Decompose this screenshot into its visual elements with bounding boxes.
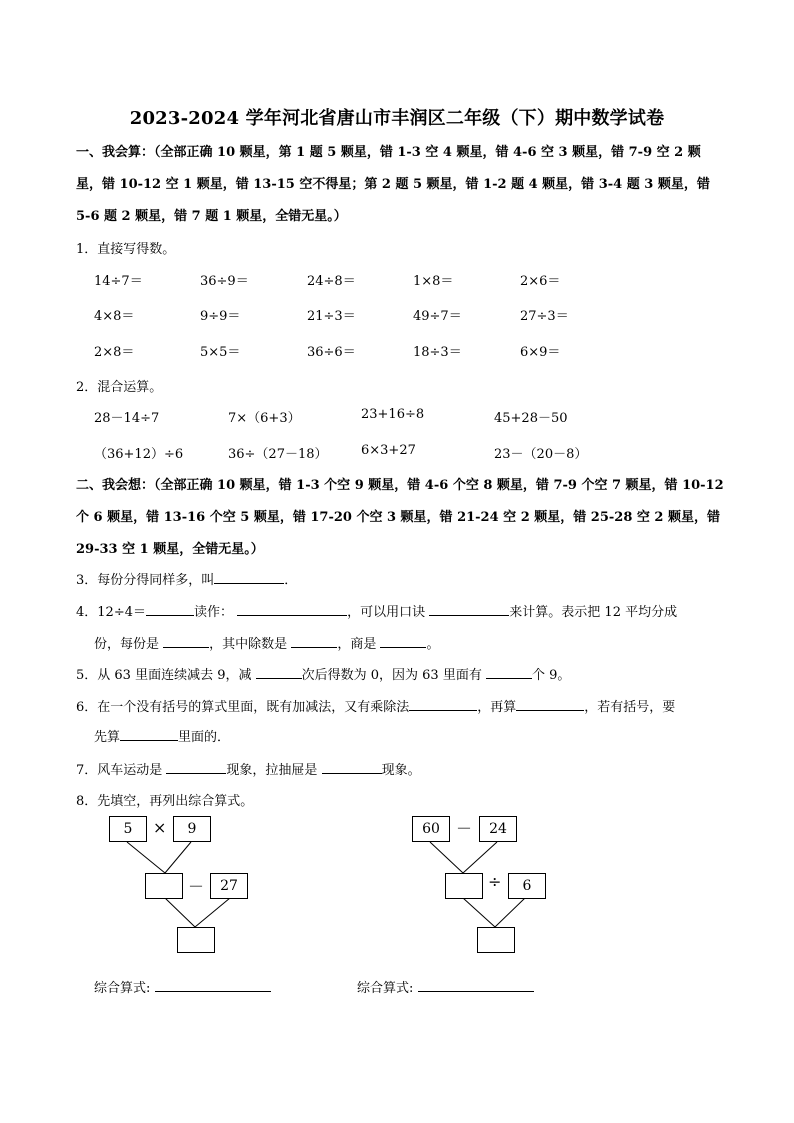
- right-divide-sign: ÷: [488, 872, 502, 891]
- q1-calc-item: 2×6＝: [520, 274, 561, 289]
- q6-text-c: ，若有括号，要: [584, 700, 676, 715]
- q4-text-b: 读作：: [193, 605, 233, 620]
- q4-text-a: 4．12÷4＝: [76, 605, 146, 620]
- left-formula-label: 综合算式:: [94, 981, 151, 996]
- q6-text-d: 先算: [94, 730, 121, 745]
- q1-calc-item: 21÷3＝: [307, 309, 356, 324]
- page-title: 2023-2024 学年河北省唐山市丰润区二年级（下）期中数学试卷: [129, 108, 665, 129]
- q1-calc-item: 24÷8＝: [307, 274, 356, 289]
- q3-end: ．: [284, 573, 298, 588]
- left-first-number-box: 5: [109, 816, 147, 842]
- q7-text-b: 现象，拉抽屉是: [226, 763, 318, 778]
- q1-label: 1．直接写得数。: [76, 242, 176, 257]
- right-final-box[interactable]: [477, 927, 515, 953]
- q1-calc-item: 2×8＝: [94, 345, 135, 360]
- right-formula-line: [357, 977, 534, 996]
- q1-calc-item: 49÷7＝: [413, 309, 462, 324]
- q2-calc-item: 7×（6+3）: [228, 411, 301, 426]
- section-2-heading: 二、我会想：（全部正确 10 颗星，错 1-3 个空 9 颗星，错 4-6 个空 8 颗星，错 7-9 个空 7 颗星，错 10-12 个 6 颗星，错 13-16 个空 5 颗星，错 17-20 个空 3 颗星，错 21-24 空 2 颗星，错 25-28 空 2 颗星，错 29-33 空 1 颗星，全错无星。）: [76, 478, 724, 557]
- right-first-number-box: 60: [412, 816, 450, 842]
- q2-calc-item: 23+16÷8: [361, 407, 425, 422]
- q1-calc-item: 18÷3＝: [413, 345, 462, 360]
- right-minus-sign: －: [456, 819, 473, 838]
- q1-calc-item: 27÷3＝: [520, 309, 569, 324]
- q4-text-f: ，其中除数是: [209, 637, 288, 652]
- q5-text-b: 次后得数为 0，因为 63 里面有: [301, 668, 482, 683]
- left-second-number-box: 9: [173, 816, 211, 842]
- right-third-number-box: 6: [508, 873, 546, 899]
- q2-calc-item: 45+28－50: [494, 411, 568, 426]
- q1-calc-item: 1×8＝: [413, 274, 454, 289]
- q1-calc-item: 9÷9＝: [200, 309, 241, 324]
- q3-text: 3．每份分得同样多，叫: [76, 573, 215, 588]
- right-result-box[interactable]: [445, 873, 483, 899]
- right-formula-label: 综合算式:: [357, 981, 414, 996]
- q8-label: 8．先填空，再列出综合算式。: [76, 794, 254, 809]
- left-formula-blank[interactable]: [155, 977, 271, 992]
- q1-calc-item: 5×5＝: [200, 345, 241, 360]
- section-1-heading: 一、我会算：（全部正确 10 颗星，第 1 题 5 颗星，错 1-3 空 4 颗星，错 4-6 空 3 颗星，错 7-9 空 2 颗星，错 10-12 空 1 颗星，错 13-15 空不得星；第 2 题 5 颗星，错 1-2 题 4 颗星，错 3-4 题 3 颗星，错 5-6 题 2 颗星，错 7 题 1 颗星，全错无星。）: [76, 145, 710, 224]
- q4-text-e: 份，每份是: [94, 637, 160, 652]
- q1-calc-item: 6×9＝: [520, 345, 561, 360]
- left-third-number-box: 27: [210, 873, 248, 899]
- q5-text-c: 个 9。: [531, 668, 571, 683]
- right-formula-blank[interactable]: [418, 977, 534, 992]
- q6-text-a: 6．在一个没有括号的算式里面，既有加减法，又有乘除法: [76, 700, 410, 715]
- q6-text-b: ，再算: [477, 700, 517, 715]
- q2-calc-item: 6×3+27: [361, 443, 416, 458]
- left-formula-line: [94, 977, 271, 996]
- q2-calc-item: 23－（20－8）: [494, 447, 588, 462]
- q2-calc-item: 36÷（27－18）: [228, 447, 328, 462]
- q7-text-a: 7．风车运动是: [76, 763, 163, 778]
- right-second-number-box: 24: [479, 816, 517, 842]
- q1-calc-item: 4×8＝: [94, 309, 135, 324]
- left-minus-sign: －: [188, 877, 205, 896]
- q2-calc-item: （36+12）÷6: [94, 447, 184, 462]
- q1-calc-item: 36÷6＝: [307, 345, 356, 360]
- left-multiply-sign: ×: [153, 818, 167, 837]
- left-final-box[interactable]: [177, 927, 215, 953]
- q2-label: 2．混合运算。: [76, 380, 163, 395]
- q4-text-h: 。: [426, 637, 440, 652]
- q4-text-c: ，可以用口诀: [347, 605, 426, 620]
- q2-calc-item: 28－14÷7: [94, 411, 160, 426]
- q7-text-c: 现象。: [381, 763, 421, 778]
- q1-calc-item: 36÷9＝: [200, 274, 249, 289]
- q4-text-d: 来计算。表示把 12 平均分成: [509, 605, 678, 620]
- left-result-box[interactable]: [145, 873, 183, 899]
- q1-calc-item: 14÷7＝: [94, 274, 143, 289]
- q4-text-g: ，商是: [337, 637, 377, 652]
- q5-text-a: 5．从 63 里面连续减去 9，减: [76, 668, 252, 683]
- q6-text-e: 里面的．: [178, 730, 231, 745]
